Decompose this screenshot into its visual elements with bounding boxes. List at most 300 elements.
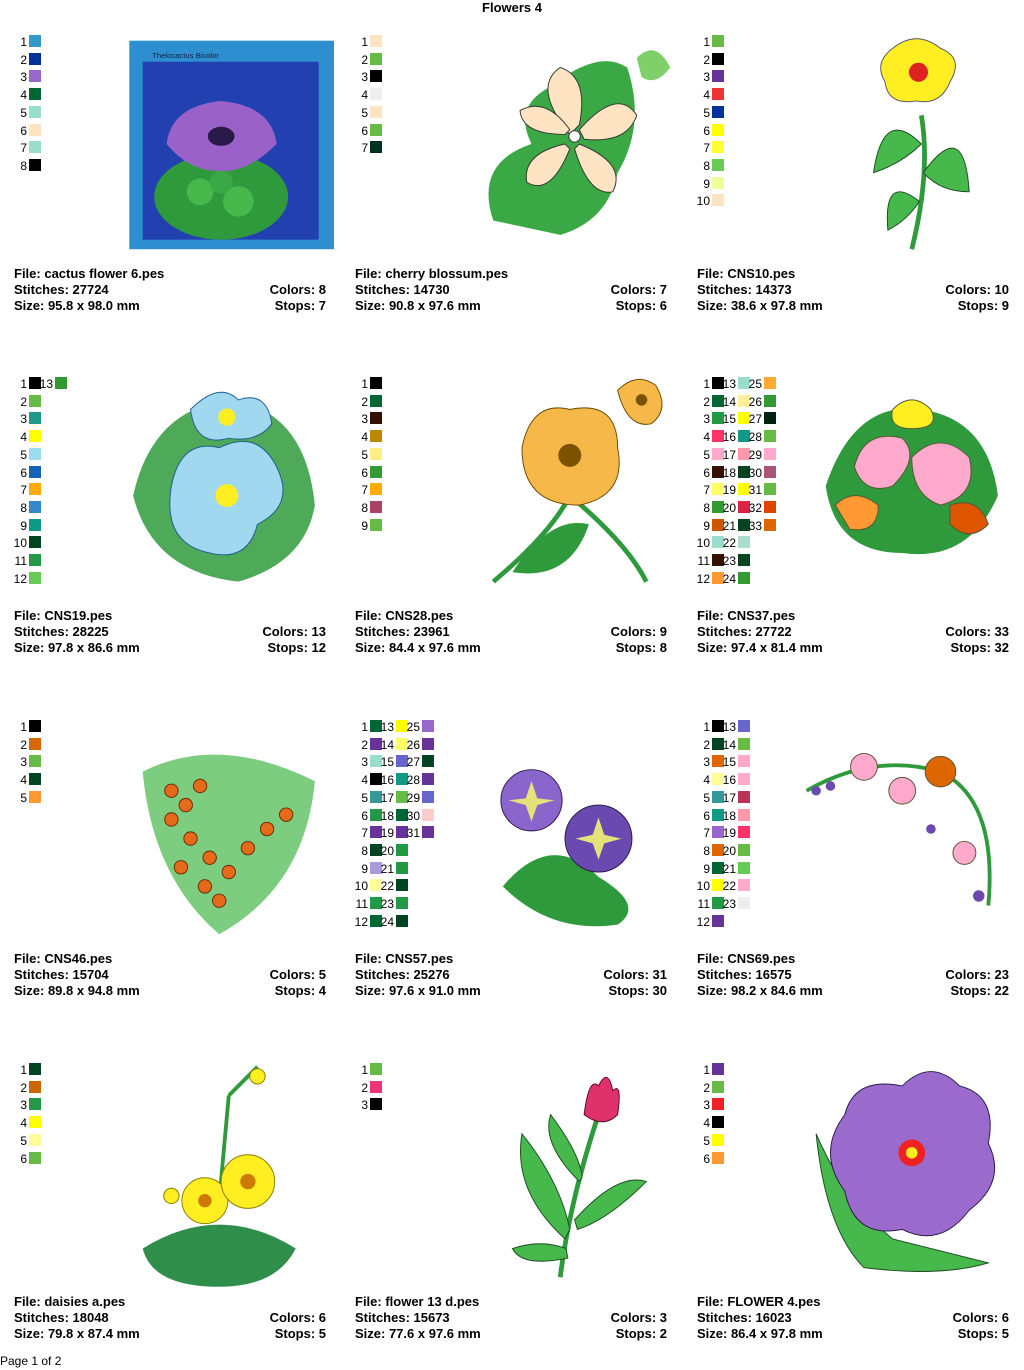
color-number: 7 [703,826,710,841]
color-box [764,483,776,495]
stitch-count: Stitches: 14373 [697,282,792,297]
color-box [29,720,41,732]
design-size: Size: 97.6 x 91.0 mm [355,983,481,998]
color-count: Colors: 6 [952,1310,1009,1325]
color-box [738,738,750,750]
stitch-count: Stitches: 28225 [14,624,109,639]
color-box [55,377,67,389]
color-number: 2 [361,737,368,752]
design-card [355,350,675,670]
design-size: Size: 86.4 x 97.8 mm [697,1326,823,1341]
color-number: 4 [703,88,710,103]
color-swatch [14,1116,54,1134]
color-swatch [407,720,447,738]
embroidery-design-image [114,713,334,945]
color-box [29,466,41,478]
color-swatch [723,755,763,773]
color-number: 12 [696,571,710,586]
color-number: 1 [20,35,27,49]
color-swatch [355,377,395,395]
color-number: 21 [722,861,736,876]
embroidery-design-image [455,1056,675,1288]
color-box [370,430,382,442]
color-box [396,915,408,927]
design-info [697,266,1009,314]
color-number: 13 [722,720,736,734]
color-box [422,738,434,750]
color-number: 2 [361,1080,368,1095]
stop-count: Stops: 5 [957,1326,1009,1341]
color-swatch [14,159,54,177]
color-box [29,501,41,513]
color-swatch [14,466,54,484]
color-number: 8 [20,500,27,515]
color-swatch [355,501,395,519]
color-swatch [723,897,763,915]
color-box [712,1081,724,1093]
design-card [14,693,334,1013]
color-swatch [407,791,447,809]
color-swatch [697,35,737,53]
color-number: 9 [361,518,368,533]
color-number: 4 [703,1116,710,1131]
design-card [14,350,334,670]
color-number: 10 [696,536,710,551]
file-name: File: FLOWER 4.pes [697,1294,821,1309]
color-swatch [14,755,54,773]
color-box [29,1134,41,1146]
file-name: File: CNS37.pes [697,608,796,623]
color-number: 4 [20,773,27,788]
design-info [14,266,326,314]
color-number: 18 [722,808,736,823]
stitch-count: Stitches: 15704 [14,967,109,982]
color-box [396,879,408,891]
color-box [29,430,41,442]
file-name: File: CNS10.pes [697,266,796,281]
color-number: 24 [380,914,394,929]
color-number: 29 [748,447,762,462]
color-box [712,1098,724,1110]
color-box [422,791,434,803]
color-swatch [749,519,789,537]
color-box [712,1063,724,1075]
color-swatch [723,720,763,738]
design-card [14,1036,334,1356]
color-number: 5 [703,1133,710,1148]
color-count: Colors: 5 [269,967,326,982]
color-swatch [407,773,447,791]
color-number: 17 [722,447,736,462]
color-count: Colors: 3 [610,1310,667,1325]
color-number: 23 [722,554,736,568]
color-box [29,738,41,750]
design-size: Size: 38.6 x 97.8 mm [697,298,823,313]
color-box [29,412,41,424]
color-box [370,124,382,136]
embroidery-design-image [797,370,1017,602]
color-swatch [381,844,421,862]
color-number: 11 [355,897,368,911]
color-box [29,35,41,47]
design-info [14,1294,326,1342]
color-swatch [749,448,789,466]
color-swatch [697,1098,737,1116]
design-size: Size: 95.8 x 98.0 mm [14,298,140,313]
embroidery-design-image [455,713,675,945]
color-swatch [355,1098,395,1116]
color-count: Colors: 9 [610,624,667,639]
color-number: 3 [703,70,710,85]
color-swatch [723,879,763,897]
color-number: 19 [722,826,736,841]
page-title: Flowers 4 [482,0,542,15]
color-number: 5 [361,105,368,120]
color-number: 8 [361,500,368,515]
color-swatch [697,194,737,212]
file-name: File: CNS46.pes [14,951,113,966]
color-box [29,70,41,82]
color-number: 4 [361,773,368,788]
design-size: Size: 79.8 x 87.4 mm [14,1326,140,1341]
color-box [370,519,382,531]
design-info [697,608,1009,656]
stop-count: Stops: 5 [274,1326,326,1341]
design-info [355,608,667,656]
color-box [712,106,724,118]
color-number: 25 [406,720,420,734]
color-box [738,809,750,821]
color-number: 4 [361,88,368,103]
color-number: 2 [703,52,710,67]
design-card [697,8,1017,328]
color-box [29,88,41,100]
color-swatch [697,53,737,71]
color-box [370,70,382,82]
stop-count: Stops: 7 [274,298,326,313]
design-card [355,693,675,1013]
color-number: 23 [722,897,736,911]
color-number: 22 [380,879,394,894]
color-box [712,1116,724,1128]
color-number: 9 [361,861,368,876]
file-name: File: CNS19.pes [14,608,113,623]
color-swatch [14,448,54,466]
stop-count: Stops: 30 [608,983,667,998]
color-box [370,377,382,389]
color-number: 3 [703,1098,710,1113]
color-swatch [723,809,763,827]
stop-count: Stops: 12 [267,640,326,655]
color-box [764,377,776,389]
color-number: 26 [748,394,762,409]
color-number: 7 [20,483,27,498]
color-swatch [14,536,54,554]
color-number: 17 [380,790,394,805]
color-number: 6 [361,808,368,823]
stitch-count: Stitches: 25276 [355,967,450,982]
design-info [14,951,326,999]
stitch-count: Stitches: 16575 [697,967,792,982]
color-number: 2 [703,1080,710,1095]
color-number: 27 [406,755,420,770]
color-number: 13 [39,377,53,391]
color-swatch [355,124,395,142]
color-swatch [749,483,789,501]
color-number: 9 [20,518,27,533]
color-box [396,897,408,909]
color-swatch [355,141,395,159]
color-box [396,844,408,856]
color-swatch [697,88,737,106]
color-number: 5 [361,447,368,462]
embroidery-design-image [797,28,1017,260]
color-number: 18 [380,808,394,823]
embroidery-design-image [114,1056,334,1288]
color-number: 5 [20,1133,27,1148]
color-count: Colors: 13 [262,624,326,639]
color-swatch [381,862,421,880]
color-swatch [14,412,54,430]
design-info [697,1294,1009,1342]
color-swatch [355,53,395,71]
color-swatch [723,844,763,862]
color-number: 1 [20,1063,27,1077]
color-swatch [697,70,737,88]
color-swatch [14,70,54,88]
color-swatch [14,1063,54,1081]
color-number: 31 [748,483,762,498]
color-number: 8 [20,158,27,173]
color-box [29,483,41,495]
color-number: 3 [20,1098,27,1113]
color-swatch [14,1152,54,1170]
color-number: 1 [703,377,710,391]
color-box [29,1098,41,1110]
color-box [738,720,750,732]
color-swatch [14,124,54,142]
color-box [422,720,434,732]
color-number: 11 [697,554,710,568]
color-box [712,915,724,927]
file-name: File: flower 13 d.pes [355,1294,480,1309]
color-number: 9 [703,518,710,533]
color-swatch [749,412,789,430]
color-swatch [697,1116,737,1134]
color-swatch [697,1081,737,1099]
design-size: Size: 97.4 x 81.4 mm [697,640,823,655]
color-number: 8 [703,500,710,515]
color-number: 15 [722,755,736,770]
color-box [738,773,750,785]
color-number: 15 [380,755,394,770]
color-number: 3 [361,70,368,85]
design-size: Size: 97.8 x 86.6 mm [14,640,140,655]
design-info [14,608,326,656]
color-number: 3 [361,1098,368,1113]
color-box [422,809,434,821]
color-box [370,466,382,478]
color-swatch [355,106,395,124]
color-box [712,1134,724,1146]
color-number: 21 [380,861,394,876]
stitch-count: Stitches: 23961 [355,624,450,639]
color-swatch [749,466,789,484]
color-box [29,554,41,566]
color-swatch [355,88,395,106]
color-box [422,755,434,767]
color-number: 5 [20,790,27,805]
stitch-count: Stitches: 16023 [697,1310,792,1325]
color-box [764,395,776,407]
color-number: 6 [20,1151,27,1166]
color-box [370,88,382,100]
embroidery-design-image [114,370,334,602]
color-box [370,53,382,65]
color-box [29,141,41,153]
color-number: 20 [722,500,736,515]
color-number: 2 [20,394,27,409]
color-number: 6 [361,465,368,480]
color-box [370,412,382,424]
color-number: 1 [20,720,27,734]
color-number: 1 [361,720,368,734]
color-box [29,1063,41,1075]
color-number: 9 [703,176,710,191]
stop-count: Stops: 32 [950,640,1009,655]
design-card [697,1036,1017,1356]
embroidery-design-image [455,28,675,260]
color-number: 24 [722,571,736,586]
color-swatch [14,738,54,756]
color-swatch [697,1152,737,1170]
color-number: 2 [20,737,27,752]
color-swatch [381,915,421,933]
color-number: 1 [703,1063,710,1077]
color-box [29,1081,41,1093]
file-name: File: CNS28.pes [355,608,454,623]
page-number: Page 1 of 2 [0,1354,62,1368]
color-number: 22 [722,536,736,551]
color-number: 4 [703,773,710,788]
design-info [355,1294,667,1342]
art-caption: Thelocactus Bicolor [152,50,219,60]
color-box [738,554,750,566]
color-number: 4 [20,88,27,103]
color-number: 16 [722,430,736,445]
color-box [29,536,41,548]
color-number: 17 [722,790,736,805]
design-card [355,1036,675,1356]
color-number: 4 [20,430,27,445]
color-box [29,791,41,803]
color-swatch [14,53,54,71]
color-number: 1 [703,35,710,49]
color-number: 8 [703,158,710,173]
color-swatch [355,70,395,88]
design-card [355,8,675,328]
color-swatch [723,862,763,880]
color-box [29,773,41,785]
color-swatch [697,177,737,195]
color-box [712,1152,724,1164]
color-box [712,141,724,153]
embroidery-design-image [797,1056,1017,1288]
color-number: 5 [20,105,27,120]
color-swatch [407,755,447,773]
color-box [29,124,41,136]
color-box [370,501,382,513]
color-swatch [355,519,395,537]
design-size: Size: 98.2 x 84.6 mm [697,983,823,998]
color-box [764,448,776,460]
stitch-count: Stitches: 27722 [697,624,792,639]
color-swatch [40,377,80,395]
color-number: 15 [722,412,736,427]
color-number: 6 [20,465,27,480]
color-box [712,159,724,171]
color-number: 27 [748,412,762,427]
color-swatch [697,1063,737,1081]
color-count: Colors: 23 [945,967,1009,982]
color-swatch [723,572,763,590]
color-number: 8 [703,843,710,858]
color-swatch [723,791,763,809]
design-info [697,951,1009,999]
color-swatch [14,1098,54,1116]
color-box [764,412,776,424]
color-number: 5 [703,790,710,805]
color-box [738,536,750,548]
color-box [712,194,724,206]
color-swatch [355,448,395,466]
color-swatch [749,377,789,395]
color-number: 1 [361,377,368,391]
design-card [697,693,1017,1013]
color-swatch [14,1134,54,1152]
color-count: Colors: 6 [269,1310,326,1325]
color-box [712,177,724,189]
color-swatch [14,483,54,501]
color-number: 18 [722,465,736,480]
color-box [370,35,382,47]
color-number: 7 [361,141,368,156]
color-number: 6 [703,465,710,480]
color-box [738,755,750,767]
color-number: 3 [703,412,710,427]
color-box [370,483,382,495]
color-swatch [697,915,737,933]
color-count: Colors: 8 [269,282,326,297]
color-number: 7 [361,826,368,841]
color-swatch [355,483,395,501]
color-swatch [14,773,54,791]
color-number: 14 [380,737,394,752]
color-swatch [14,88,54,106]
color-box [712,124,724,136]
file-name: File: cherry blossum.pes [355,266,509,281]
color-swatch [723,536,763,554]
stop-count: Stops: 8 [615,640,667,655]
color-box [738,879,750,891]
color-swatch [381,897,421,915]
color-swatch [407,738,447,756]
color-swatch [14,791,54,809]
color-number: 16 [722,773,736,788]
color-number: 25 [748,377,762,391]
color-number: 33 [748,518,762,533]
color-number: 3 [361,412,368,427]
